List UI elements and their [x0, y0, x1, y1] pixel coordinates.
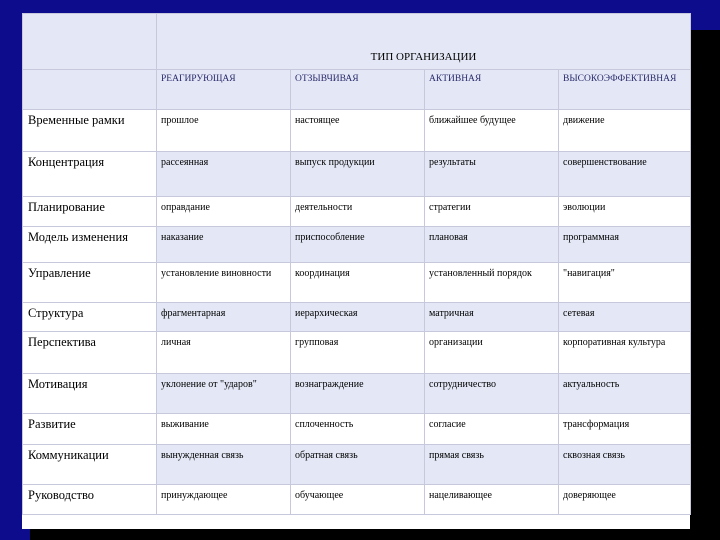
table-cell: рассеянная — [157, 152, 291, 197]
table-cell: результаты — [425, 152, 559, 197]
table-cell: матричная — [425, 303, 559, 332]
table-cell: групповая — [291, 332, 425, 374]
table-cell: принуждающее — [157, 485, 291, 515]
table-row — [23, 445, 691, 485]
table-cell: оправдание — [157, 197, 291, 227]
table-cell: актуальность — [559, 374, 691, 414]
table-cell: совершенствование — [559, 152, 691, 197]
table-row — [23, 110, 691, 152]
table-cell: прошлое — [157, 110, 291, 152]
table-cell: наказание — [157, 227, 291, 263]
table-cell: прямая связь — [425, 445, 559, 485]
row-label: Структура — [23, 303, 157, 332]
row-label: Концентрация — [23, 152, 157, 197]
column-header: АКТИВНАЯ — [425, 70, 559, 110]
table-cell: корпоративная культура — [559, 332, 691, 374]
table-cell: выпуск продукции — [291, 152, 425, 197]
table-cell: организации — [425, 332, 559, 374]
table-cell: деятельности — [291, 197, 425, 227]
table-cell: доверяющее — [559, 485, 691, 515]
slide — [22, 13, 690, 529]
title-spacer — [23, 14, 157, 70]
table-cell: настоящее — [291, 110, 425, 152]
column-header: ОТЗЫВЧИВАЯ — [291, 70, 425, 110]
table-cell: выживание — [157, 414, 291, 445]
table-cell: установление виновности — [157, 263, 291, 303]
table-row — [23, 414, 691, 445]
table-title: ТИП ОРГАНИЗАЦИИ — [157, 14, 691, 70]
table-cell: обучающее — [291, 485, 425, 515]
table-row — [23, 303, 691, 332]
table-row — [23, 485, 691, 515]
table-cell: уклонение от "ударов" — [157, 374, 291, 414]
column-header: ВЫСОКОЭФФЕКТИВНАЯ — [559, 70, 691, 110]
table-cell: вынужденная связь — [157, 445, 291, 485]
row-label: Мотивация — [23, 374, 157, 414]
row-label: Развитие — [23, 414, 157, 445]
row-label: Руководство — [23, 485, 157, 515]
row-label: Временные рамки — [23, 110, 157, 152]
table-cell: координация — [291, 263, 425, 303]
table-cell: "навигация" — [559, 263, 691, 303]
table-cell: движение — [559, 110, 691, 152]
table-cell: фрагментарная — [157, 303, 291, 332]
table-cell: согласие — [425, 414, 559, 445]
table-cell: сплоченность — [291, 414, 425, 445]
table-row — [23, 332, 691, 374]
header-corner — [23, 70, 157, 110]
table-row — [23, 374, 691, 414]
table-cell: вознаграждение — [291, 374, 425, 414]
table-cell: обратная связь — [291, 445, 425, 485]
table-cell: сквозная связь — [559, 445, 691, 485]
row-label: Планирование — [23, 197, 157, 227]
table-cell: стратегии — [425, 197, 559, 227]
table-cell: личная — [157, 332, 291, 374]
table-cell: сотрудничество — [425, 374, 559, 414]
table-cell: иерархическая — [291, 303, 425, 332]
table-cell: установленный порядок — [425, 263, 559, 303]
table-cell: приспособление — [291, 227, 425, 263]
row-label: Модель изменения — [23, 227, 157, 263]
row-label: Управление — [23, 263, 157, 303]
row-label: Перспектива — [23, 332, 157, 374]
table-cell: ближайшее будущее — [425, 110, 559, 152]
column-header: РЕАГИРУЮЩАЯ — [157, 70, 291, 110]
table-cell: плановая — [425, 227, 559, 263]
organization-type-table — [22, 13, 691, 515]
table-row — [23, 263, 691, 303]
table-cell: трансформация — [559, 414, 691, 445]
table-cell: эволюции — [559, 197, 691, 227]
table-cell: программная — [559, 227, 691, 263]
table-row — [23, 152, 691, 197]
table-cell: сетевая — [559, 303, 691, 332]
table-row — [23, 197, 691, 227]
table-row — [23, 227, 691, 263]
table-cell: нацеливающее — [425, 485, 559, 515]
row-label: Коммуникации — [23, 445, 157, 485]
